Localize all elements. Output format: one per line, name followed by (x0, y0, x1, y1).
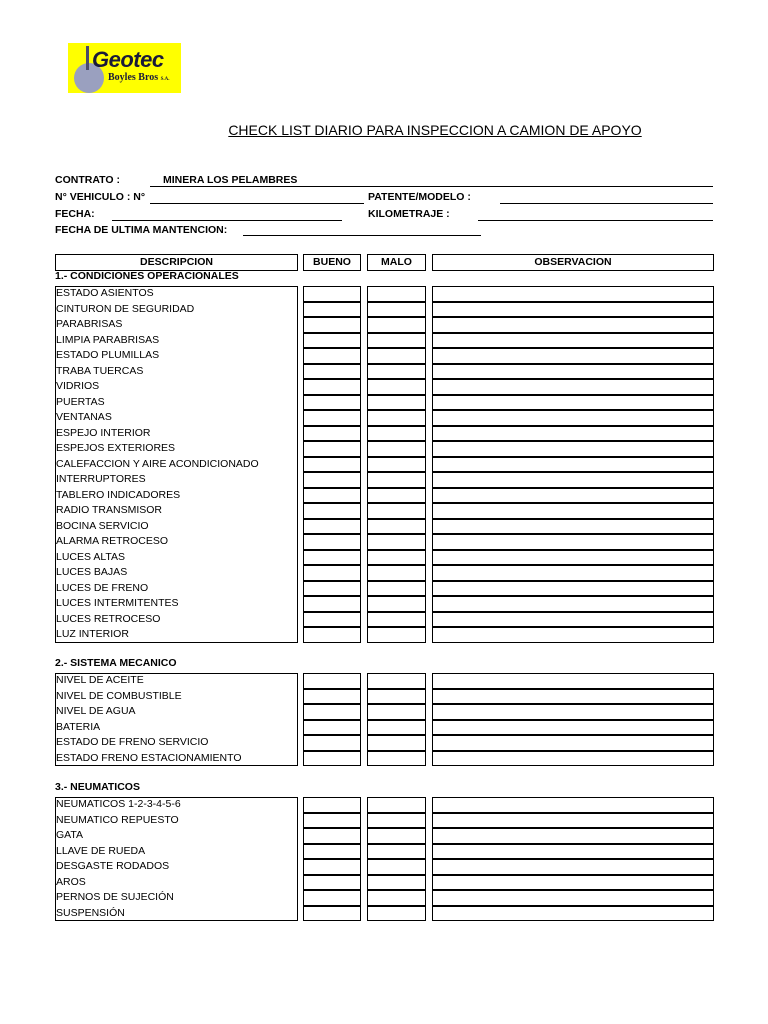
malo-checkbox[interactable] (367, 797, 426, 813)
checklist-item-label: NEUMATICO REPUESTO (56, 813, 179, 826)
observacion-field[interactable] (432, 890, 714, 906)
observacion-field[interactable] (432, 813, 714, 829)
observacion-field[interactable] (432, 534, 714, 550)
malo-checkbox[interactable] (367, 906, 426, 922)
kilometraje-field[interactable] (478, 220, 713, 221)
checklist-item-label: CALEFACCION Y AIRE ACONDICIONADO (56, 457, 259, 470)
fecha-label: FECHA: (55, 208, 95, 220)
checklist-item-label: LUCES BAJAS (56, 566, 128, 578)
checklist-item-label: TABLERO INDICADORES (56, 488, 181, 501)
malo-checkbox[interactable] (367, 612, 426, 628)
bueno-checkbox[interactable] (303, 875, 361, 891)
malo-checkbox[interactable] (367, 364, 426, 380)
checklist-item-label: ESTADO PLUMILLAS (56, 349, 160, 361)
bueno-checkbox[interactable] (303, 534, 361, 550)
malo-checkbox[interactable] (367, 379, 426, 395)
malo-checkbox[interactable] (367, 348, 426, 364)
bueno-checkbox[interactable] (303, 720, 361, 736)
malo-checkbox[interactable] (367, 472, 426, 488)
malo-checkbox[interactable] (367, 627, 426, 643)
malo-checkbox[interactable] (367, 581, 426, 597)
observacion-field[interactable] (432, 302, 714, 318)
bueno-checkbox[interactable] (303, 379, 361, 395)
malo-checkbox[interactable] (367, 596, 426, 612)
bueno-checkbox[interactable] (303, 581, 361, 597)
vehiculo-label: N° VEHICULO : N° (55, 191, 146, 203)
checklist-item-label: NIVEL DE ACEITE (56, 674, 144, 686)
observacion-field[interactable] (432, 333, 714, 349)
checklist-item-label: LUCES RETROCESO (56, 612, 161, 625)
checklist-item-label: AROS (56, 875, 86, 888)
ultima-mantencion-label: FECHA DE ULTIMA MANTENCION: (55, 224, 228, 236)
column-header-bueno: BUENO (303, 254, 361, 271)
observacion-field[interactable] (432, 286, 714, 302)
observacion-field[interactable] (432, 627, 714, 643)
observacion-field[interactable] (432, 906, 714, 922)
observacion-field[interactable] (432, 859, 714, 875)
observacion-field[interactable] (432, 673, 714, 689)
malo-checkbox[interactable] (367, 488, 426, 504)
observacion-field[interactable] (432, 720, 714, 736)
checklist-item-label: CINTURON DE SEGURIDAD (56, 302, 195, 315)
bueno-checkbox[interactable] (303, 364, 361, 380)
malo-checkbox[interactable] (367, 720, 426, 736)
observacion-field[interactable] (432, 828, 714, 844)
observacion-field[interactable] (432, 550, 714, 566)
bueno-checkbox[interactable] (303, 472, 361, 488)
document-title: CHECK LIST DIARIO PARA INSPECCION A CAMION DE APOYO (228, 122, 642, 138)
malo-checkbox[interactable] (367, 503, 426, 519)
contrato-line (150, 186, 713, 187)
malo-checkbox[interactable] (367, 317, 426, 333)
bueno-checkbox[interactable] (303, 565, 361, 581)
malo-checkbox[interactable] (367, 565, 426, 581)
malo-checkbox[interactable] (367, 751, 426, 767)
bueno-checkbox[interactable] (303, 612, 361, 628)
bueno-checkbox[interactable] (303, 797, 361, 813)
observacion-field[interactable] (432, 395, 714, 411)
bueno-checkbox[interactable] (303, 890, 361, 906)
bueno-checkbox[interactable] (303, 395, 361, 411)
checklist-item-label: RADIO TRANSMISOR (56, 504, 162, 516)
bueno-checkbox[interactable] (303, 410, 361, 426)
malo-checkbox[interactable] (367, 813, 426, 829)
bueno-checkbox[interactable] (303, 735, 361, 751)
checklist-item-label: INTERRUPTORES (56, 473, 146, 485)
bueno-checkbox[interactable] (303, 550, 361, 566)
checklist-item-label: LUCES ALTAS (56, 550, 126, 563)
observacion-field[interactable] (432, 844, 714, 860)
observacion-field[interactable] (432, 410, 714, 426)
bueno-checkbox[interactable] (303, 813, 361, 829)
bueno-checkbox[interactable] (303, 426, 361, 442)
section-title: 3.- NEUMATICOS (55, 781, 140, 793)
ultima-mantencion-field[interactable] (243, 235, 481, 236)
observacion-field[interactable] (432, 735, 714, 751)
bueno-checkbox[interactable] (303, 302, 361, 318)
observacion-field[interactable] (432, 519, 714, 535)
checklist-item-label: LLAVE DE RUEDA (56, 844, 146, 857)
malo-checkbox[interactable] (367, 550, 426, 566)
observacion-field[interactable] (432, 689, 714, 705)
observacion-field[interactable] (432, 751, 714, 767)
checklist-item-label: NEUMATICOS 1-2-3-4-5-6 (56, 798, 181, 810)
malo-checkbox[interactable] (367, 286, 426, 302)
observacion-field[interactable] (432, 612, 714, 628)
observacion-field[interactable] (432, 441, 714, 457)
bueno-checkbox[interactable] (303, 751, 361, 767)
bueno-checkbox[interactable] (303, 503, 361, 519)
checklist-item-label: LUCES DE FRENO (56, 581, 149, 594)
bueno-checkbox[interactable] (303, 596, 361, 612)
bueno-checkbox[interactable] (303, 704, 361, 720)
bueno-checkbox[interactable] (303, 441, 361, 457)
checklist-item-label: ESTADO DE FRENO SERVICIO (56, 736, 209, 748)
observacion-field[interactable] (432, 488, 714, 504)
checklist-item-label: TRABA TUERCAS (56, 364, 144, 377)
bueno-checkbox[interactable] (303, 627, 361, 643)
kilometraje-label: KILOMETRAJE : (368, 208, 450, 220)
contrato-value: MINERA LOS PELAMBRES (163, 174, 298, 186)
checklist-item-label: NIVEL DE COMBUSTIBLE (56, 689, 182, 702)
checklist-item-label: LUZ INTERIOR (56, 628, 129, 640)
observacion-field[interactable] (432, 596, 714, 612)
observacion-field[interactable] (432, 426, 714, 442)
checklist-item-label: BOCINA SERVICIO (56, 519, 149, 532)
observacion-field[interactable] (432, 503, 714, 519)
malo-checkbox[interactable] (367, 890, 426, 906)
section-title: 1.- CONDICIONES OPERACIONALES (55, 270, 239, 282)
checklist-item-label: VIDRIOS (56, 380, 100, 392)
bueno-checkbox[interactable] (303, 488, 361, 504)
observacion-field[interactable] (432, 364, 714, 380)
column-header-descripcion: DESCRIPCION (55, 254, 298, 271)
checklist-item-label: ESPEJOS EXTERIORES (56, 442, 176, 454)
malo-checkbox[interactable] (367, 426, 426, 442)
checklist-item-label: NIVEL DE AGUA (56, 705, 136, 717)
bueno-checkbox[interactable] (303, 333, 361, 349)
observacion-field[interactable] (432, 317, 714, 333)
observacion-field[interactable] (432, 348, 714, 364)
checklist-item-label: VENTANAS (56, 411, 112, 423)
column-header-malo: MALO (367, 254, 426, 271)
bueno-checkbox[interactable] (303, 519, 361, 535)
patente-field[interactable] (500, 203, 713, 204)
observacion-field[interactable] (432, 581, 714, 597)
bueno-checkbox[interactable] (303, 673, 361, 689)
bueno-checkbox[interactable] (303, 906, 361, 922)
contrato-label: CONTRATO : (55, 174, 120, 186)
malo-checkbox[interactable] (367, 673, 426, 689)
checklist-item-label: ALARMA RETROCESO (56, 535, 169, 547)
checklist-item-label: GATA (56, 829, 84, 841)
malo-checkbox[interactable] (367, 875, 426, 891)
checklist-item-label: BATERIA (56, 720, 101, 733)
bueno-checkbox[interactable] (303, 317, 361, 333)
observacion-field[interactable] (432, 472, 714, 488)
malo-checkbox[interactable] (367, 395, 426, 411)
logo-company-name: Geotec (92, 47, 164, 72)
checklist-item-label: ESTADO FRENO ESTACIONAMIENTO (56, 751, 242, 764)
malo-checkbox[interactable] (367, 859, 426, 875)
malo-checkbox[interactable] (367, 410, 426, 426)
observacion-field[interactable] (432, 565, 714, 581)
checklist-item-label: ESTADO ASIENTOS (56, 287, 154, 299)
malo-checkbox[interactable] (367, 689, 426, 705)
observacion-field[interactable] (432, 704, 714, 720)
logo-subtitle: Boyles Bros S.A. (108, 72, 170, 83)
section-title: 2.- SISTEMA MECANICO (55, 657, 177, 669)
malo-checkbox[interactable] (367, 333, 426, 349)
malo-checkbox[interactable] (367, 828, 426, 844)
fecha-field[interactable] (112, 220, 342, 221)
bueno-checkbox[interactable] (303, 286, 361, 302)
malo-checkbox[interactable] (367, 735, 426, 751)
observacion-field[interactable] (432, 379, 714, 395)
checklist-item-label: SUSPENSIÓN (56, 906, 125, 919)
observacion-field[interactable] (432, 797, 714, 813)
observacion-field[interactable] (432, 875, 714, 891)
observacion-field[interactable] (432, 457, 714, 473)
checklist-item-label: LIMPIA PARABRISAS (56, 333, 160, 346)
vehiculo-field[interactable] (150, 203, 364, 204)
company-logo (68, 43, 181, 93)
bueno-checkbox[interactable] (303, 348, 361, 364)
patente-label: PATENTE/MODELO : (368, 191, 471, 203)
checklist-item-label: PARABRISAS (56, 318, 123, 330)
bueno-checkbox[interactable] (303, 844, 361, 860)
malo-checkbox[interactable] (367, 441, 426, 457)
checklist-item-label: ESPEJO INTERIOR (56, 426, 151, 439)
malo-checkbox[interactable] (367, 704, 426, 720)
bueno-checkbox[interactable] (303, 859, 361, 875)
malo-checkbox[interactable] (367, 534, 426, 550)
bueno-checkbox[interactable] (303, 457, 361, 473)
malo-checkbox[interactable] (367, 457, 426, 473)
logo-drill-tower-graphic (86, 46, 89, 70)
bueno-checkbox[interactable] (303, 689, 361, 705)
malo-checkbox[interactable] (367, 302, 426, 318)
malo-checkbox[interactable] (367, 519, 426, 535)
checklist-item-label: DESGASTE RODADOS (56, 860, 170, 872)
checklist-item-label: LUCES INTERMITENTES (56, 597, 179, 609)
malo-checkbox[interactable] (367, 844, 426, 860)
bueno-checkbox[interactable] (303, 828, 361, 844)
checklist-item-label: PUERTAS (56, 395, 105, 408)
column-header-observacion: OBSERVACION (432, 254, 714, 271)
checklist-item-label: PERNOS DE SUJECIÓN (56, 891, 174, 903)
